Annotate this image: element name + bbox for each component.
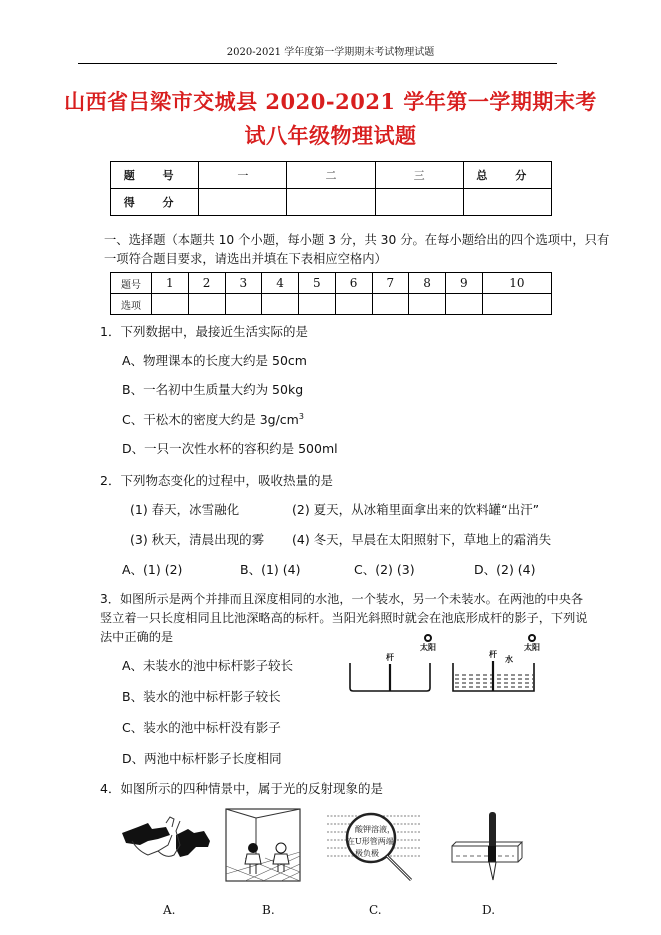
mirror-room-picture [225, 808, 301, 882]
q1-option-a: A、物理课本的长度大约是 50cm [122, 353, 307, 368]
question-number-cell: 1 [152, 273, 189, 294]
magnifier-text: 酸钾溶液， [355, 825, 395, 834]
running-header: 2020-2021 学年度第一学期期末考试物理试题 [226, 47, 435, 58]
score-cell[interactable] [287, 189, 375, 216]
q1-option-d: D、一只一次性水杯的容积约是 500ml [122, 441, 338, 456]
q2-item-2: (2) 夏天，从冰箱里面拿出来的饮料罐“出汗” [292, 502, 540, 517]
page-title-line2: 试八年级物理试题 [244, 123, 417, 148]
q2-option-a: A、(1) (2) [122, 562, 183, 577]
q2-stem: 2．下列物态变化的过程中，吸收热量的是 [100, 473, 333, 488]
header-divider [78, 63, 557, 64]
answer-row-label: 选项 [111, 294, 152, 315]
q1-option-b: B、一名初中生质量大约为 50kg [122, 382, 304, 397]
score-cell[interactable] [463, 189, 551, 216]
q1-option-c-superscript: 3 [298, 411, 304, 421]
question-number-cell: 4 [262, 273, 299, 294]
question-number-cell: 9 [446, 273, 483, 294]
answer-cell[interactable] [152, 294, 189, 315]
pencil-in-glass-picture [450, 808, 526, 888]
q3-pools-figure [340, 630, 560, 700]
question-number-cell: 5 [299, 273, 336, 294]
score-cell[interactable] [375, 189, 463, 216]
water-label: 水 [505, 654, 513, 664]
pools-diagram [340, 630, 560, 700]
answer-cell[interactable] [372, 294, 409, 315]
q3-option-b: B、装水的池中标杆影子较长 [122, 689, 281, 704]
answer-row-label: 题号 [111, 273, 152, 294]
q3-stem-line1: 3．如图所示是两个并排而且深度相同的水池，一个装水，另一个未装水。在两池的中央各 [100, 592, 584, 606]
answer-cell[interactable] [262, 294, 299, 315]
question-number-cell: 3 [225, 273, 262, 294]
q4-stem: 4．如图所示的四种情景中，属于光的反射现象的是 [100, 781, 383, 796]
figure-label-d: D. [482, 903, 496, 917]
section-heading-line2: 一项符合题目要求，请选出并填在下表相应空格内） [104, 252, 387, 266]
score-header-cell: 二 [287, 162, 375, 189]
figure-label-b: B. [262, 903, 275, 917]
q2-option-b: B、(1) (4) [240, 562, 301, 577]
answer-cell[interactable] [225, 294, 262, 315]
question-number-cell: 8 [409, 273, 446, 294]
sun-icon [425, 635, 431, 641]
score-table-header-row [111, 162, 552, 189]
question-number-cell: 2 [188, 273, 225, 294]
q2-option-c: C、(2) (3) [354, 562, 415, 577]
score-header-cell: 题 号 [111, 162, 199, 189]
question-number-cell: 7 [372, 273, 409, 294]
pole-label: 杆 [386, 652, 394, 662]
q3-stem-line2: 竖立着一只长度相同且比池深略高的标杆。当阳光斜照时就会在池底形成杆的影子，下列说 [100, 611, 588, 625]
water-pool [453, 635, 535, 691]
score-table [110, 161, 552, 216]
answer-cell[interactable] [482, 294, 551, 315]
q1-option-c [122, 410, 304, 428]
q3-option-a: A、未装水的池中标杆影子较长 [122, 658, 294, 673]
q1-option-c-text: C、干松木的密度大约是 3g/cm [122, 412, 299, 427]
score-table-score-row [111, 189, 552, 216]
answer-table-choice-row [111, 294, 552, 315]
figure-label-a: A. [163, 903, 176, 917]
pole-label: 杆 [489, 649, 497, 659]
answer-table [110, 272, 552, 315]
section-heading-line1: 一、选择题（本题共 10 个小题，每小题 3 分，共 30 分。在每小题给出的四个选项中，只有 [104, 233, 610, 247]
score-header-cell: 总 分 [463, 162, 551, 189]
answer-cell[interactable] [335, 294, 372, 315]
magnifier-picture [325, 810, 425, 890]
score-header-cell: 三 [375, 162, 463, 189]
q1-stem: 1．下列数据中，最接近生活实际的是 [100, 324, 308, 339]
answer-cell[interactable] [409, 294, 446, 315]
question-number-cell: 6 [335, 273, 372, 294]
score-header-cell: 一 [199, 162, 287, 189]
score-row-label: 得 分 [111, 189, 199, 216]
q3-option-d: D、两池中标杆影子长度相同 [122, 751, 282, 766]
answer-table-number-row [111, 273, 552, 294]
answer-cell[interactable] [188, 294, 225, 315]
q2-item-4: (4) 冬天，早晨在太阳照射下，草地上的霜消失 [292, 532, 552, 547]
magnifier-text: 在U形管两端 [347, 837, 394, 846]
hand-shadow-picture [118, 805, 218, 875]
q3-stem-line3: 法中正确的是 [100, 630, 174, 644]
sun-icon [529, 635, 535, 641]
q2-option-d: D、(2) (4) [474, 562, 536, 577]
score-cell[interactable] [199, 189, 287, 216]
answer-cell[interactable] [299, 294, 336, 315]
page-title-line1: 山西省吕梁市交城县 2020-2021 学年第一学期期末考 [64, 89, 597, 114]
q2-item-1: (1) 春天，冰雪融化 [130, 502, 240, 517]
sun-label: 太阳 [420, 642, 436, 652]
answer-cell[interactable] [446, 294, 483, 315]
q3-option-c: C、装水的池中标杆没有影子 [122, 720, 281, 735]
sun-label: 太阳 [524, 642, 540, 652]
q2-item-3: (3) 秋天，清晨出现的雾 [130, 532, 265, 547]
figure-label-c: C. [369, 903, 382, 917]
empty-pool [350, 635, 431, 691]
magnifier-text: 极负极 [355, 849, 379, 858]
question-number-cell: 10 [482, 273, 551, 294]
